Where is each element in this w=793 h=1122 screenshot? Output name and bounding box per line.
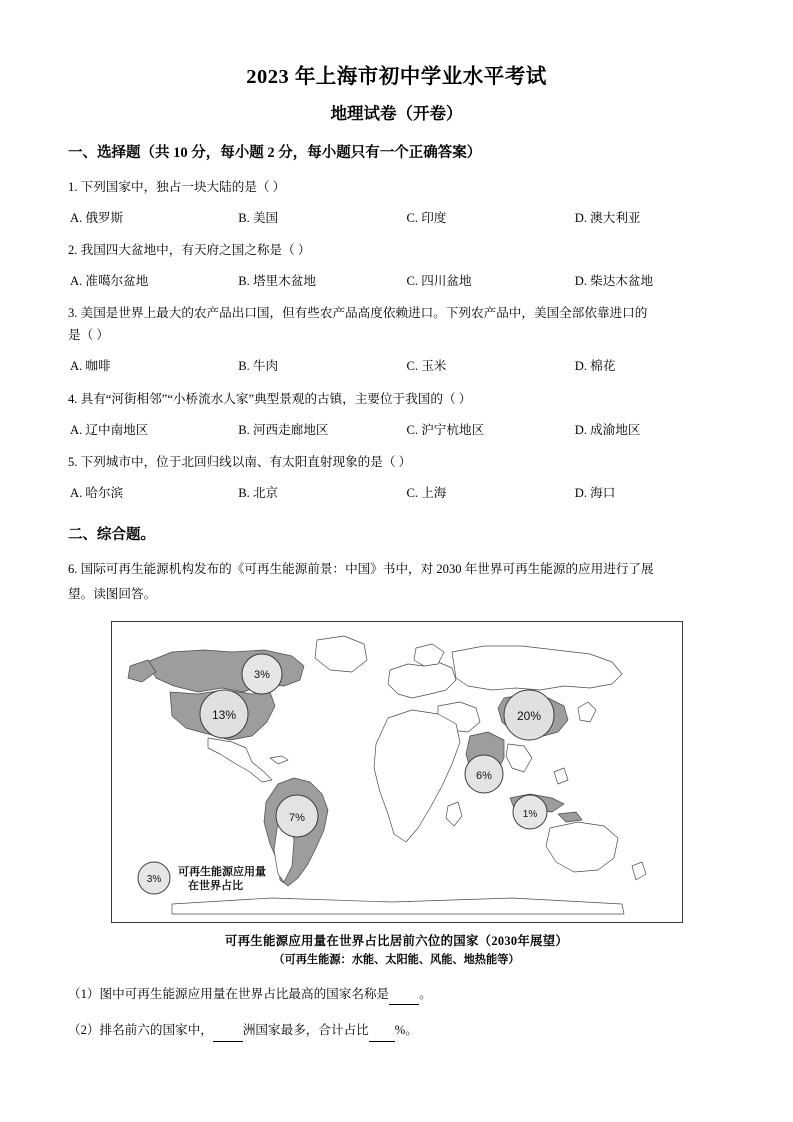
sub-2-suffix: %。 xyxy=(394,1023,418,1038)
question-2-options xyxy=(68,271,725,291)
page-subtitle: 地理试卷（开卷） xyxy=(330,103,463,123)
question-4-options xyxy=(68,420,725,440)
question-1-stem: 1. 下列国家中，独占一块大陆的是（ ） xyxy=(68,179,286,194)
option-d[interactable]: D. 柴达木盆地 xyxy=(574,274,654,289)
page-title: 2023 年上海市初中学业水平考试 xyxy=(246,66,547,88)
option-c[interactable]: C. 沪宁杭地区 xyxy=(406,422,485,437)
figure-caption-note: （可再生能源：水能、太阳能、风能、地热能等） xyxy=(273,954,520,967)
question-5-stem: 5. 下列城市中，位于北回归线以南、有太阳直射现象的是（ ） xyxy=(68,454,412,469)
svg-text:3%: 3% xyxy=(146,873,161,885)
option-b[interactable]: B. 牛肉 xyxy=(238,359,279,374)
option-a[interactable]: A. 俄罗斯 xyxy=(70,210,124,225)
sub-1-prefix: （1）图中可再生能源应用量在世界占比最高的国家名称是 xyxy=(68,987,390,1002)
option-a[interactable]: A. 哈尔滨 xyxy=(70,486,124,500)
option-c[interactable]: C. 玉米 xyxy=(406,359,447,374)
option-c[interactable]: C. 上海 xyxy=(406,486,447,500)
figure-caption: 可再生能源应用量在世界占比居前六位的国家（2030年展望） xyxy=(224,933,569,948)
option-b[interactable]: B. 北京 xyxy=(238,486,279,500)
svg-text:1%: 1% xyxy=(522,808,537,820)
option-a[interactable]: A. 准噶尔盆地 xyxy=(70,274,149,289)
question-6-stem-line1: 6. 国际可再生能源机构发布的《可再生能源前景：中国》书中，对 2030 年世界可再生能源的应用进行了展 xyxy=(68,562,654,577)
svg-text:20%: 20% xyxy=(516,708,541,723)
question-3-stem-cont: 是（ ） xyxy=(68,328,109,343)
option-c[interactable]: C. 印度 xyxy=(406,210,447,225)
option-b[interactable]: B. 美国 xyxy=(238,210,279,225)
figure-renewable-energy xyxy=(68,621,725,969)
section-heading-choice: 一、选择题（共 10 分，每小题 2 分，每小题只有一个正确答案） xyxy=(68,144,482,161)
option-d[interactable]: D. 海口 xyxy=(574,486,616,500)
svg-text:6%: 6% xyxy=(475,769,492,782)
sub-2-prefix: （2）排名前六的国家中， xyxy=(68,1023,213,1038)
option-a[interactable]: A. 咖啡 xyxy=(70,359,111,374)
question-2-stem: 2. 我国四大盆地中，有天府之国之称是（ ） xyxy=(68,242,311,257)
svg-text:13%: 13% xyxy=(211,707,236,722)
section-heading-comprehensive: 二、综合题。 xyxy=(68,527,155,544)
option-d[interactable]: D. 棉花 xyxy=(574,359,616,374)
sub-2-middle: 洲国家最多，合计占比 xyxy=(242,1023,369,1038)
option-b[interactable]: B. 塔里木盆地 xyxy=(238,274,316,289)
answer-blank[interactable] xyxy=(369,1030,395,1042)
svg-text:在世界占比: 在世界占比 xyxy=(187,879,243,892)
svg-text:3%: 3% xyxy=(253,668,270,681)
question-6-sub-1 xyxy=(68,984,725,1005)
svg-text:7%: 7% xyxy=(288,811,305,824)
question-5-options xyxy=(68,483,725,503)
option-a[interactable]: A. 辽中南地区 xyxy=(70,422,149,437)
svg-text:可再生能源应用量: 可再生能源应用量 xyxy=(177,865,266,878)
option-d[interactable]: D. 澳大利亚 xyxy=(574,210,641,225)
question-4-stem: 4. 具有“河街相邻”“小桥流水人家”典型景观的古镇，主要位于我国的（ ） xyxy=(68,391,472,406)
option-b[interactable]: B. 河西走廊地区 xyxy=(238,422,329,437)
sub-1-suffix: 。 xyxy=(419,987,432,1002)
option-c[interactable]: C. 四川盆地 xyxy=(406,274,472,289)
question-6-stem-line2: 望。读图回答。 xyxy=(68,587,157,602)
question-3-stem: 3. 美国是世界上最大的农产品出口国，但有些农产品高度依赖进口。下列农产品中，美国全部依靠进口的 xyxy=(68,306,648,321)
question-3-options xyxy=(68,356,725,376)
question-6-sub-2 xyxy=(68,1020,725,1041)
option-d[interactable]: D. 成渝地区 xyxy=(574,422,641,437)
answer-blank[interactable] xyxy=(389,993,419,1005)
question-1-options xyxy=(68,208,725,228)
answer-blank[interactable] xyxy=(213,1030,243,1042)
world-map xyxy=(111,621,683,923)
